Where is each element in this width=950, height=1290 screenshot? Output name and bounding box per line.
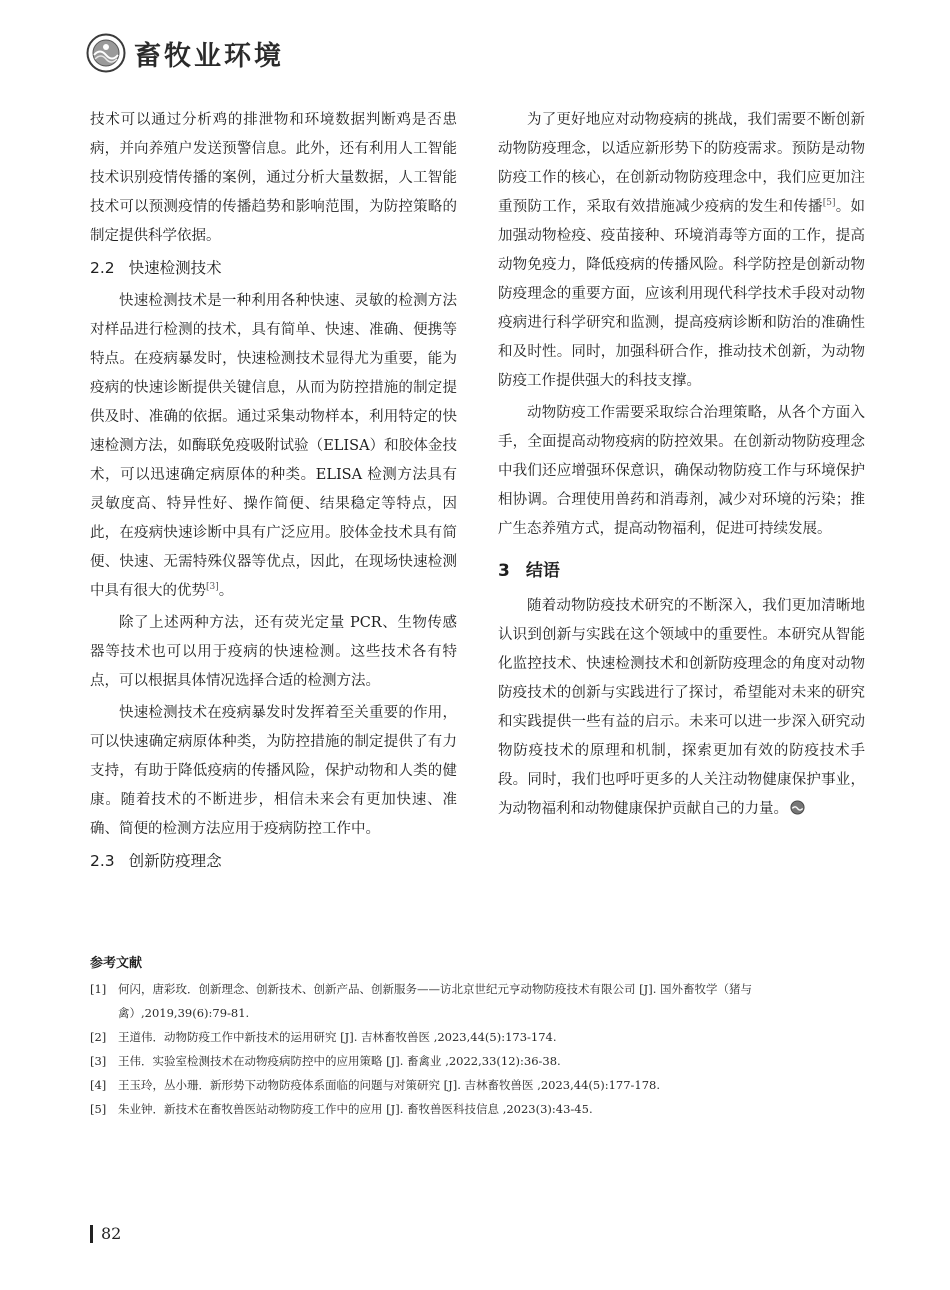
body-paragraph bbox=[498, 106, 865, 396]
section-heading-2-2 bbox=[90, 254, 457, 283]
reference-number: [1] bbox=[90, 982, 107, 996]
paragraph-text: 为了更好地应对动物疫病的挑战，我们需要不断创新动物防疫理念，以适应新形势下的防疫需求。预防是动物防疫工作的核心，在创新动物防疫理念中，我们应更加注重预防工作，采取有效措施减少疫病的发生和传播 bbox=[498, 112, 865, 215]
reference-item bbox=[90, 1097, 860, 1121]
body-paragraph bbox=[498, 592, 865, 824]
article-end-icon bbox=[790, 800, 805, 815]
paragraph-text: 。如加强动物检疫、疫苗接种、环境消毒等方面的工作，提高动物免疫力，降低疫病的传播风险。科学防控是创新动物防疫理念的重要方面，应该利用现代科学技术手段对动物疫病进行科学研究和监测，提高疫病诊断和防治的准确性和及时性。同时，加强科研合作，推动技术创新，为动物防疫工作提供强大的科技支撑。 bbox=[498, 199, 866, 389]
section-number: 3 bbox=[498, 561, 510, 581]
journal-title: 畜牧业环境 bbox=[134, 40, 284, 72]
section-heading-3 bbox=[498, 556, 865, 586]
page-number: 82 bbox=[101, 1224, 122, 1243]
footer-bar bbox=[90, 1225, 93, 1243]
paragraph-text: 。 bbox=[218, 583, 234, 599]
reference-text: 何闪，唐彩玫．创新理念、创新技术、创新产品、创新服务——访北京世纪元亨动物防疫技术有限公司 [J]. 国外畜牧学（猪与禽）,2019,39(6):79-81. bbox=[118, 982, 753, 1020]
reference-text: 王道伟．动物防疫工作中新技术的运用研究 [J]. 吉林畜牧兽医 ,2023,44(5):173-174. bbox=[118, 1030, 557, 1044]
references-title: 参考文献 bbox=[90, 956, 143, 971]
reference-item bbox=[90, 977, 860, 1025]
reference-list bbox=[90, 977, 860, 1121]
paragraph-text: 快速检测技术是一种利用各种快速、灵敏的检测方法对样品进行检测的技术，具有简单、快速、准确、便携等特点。在疫病暴发时，快速检测技术显得尤为重要，能为疫病的快速诊断提供关键信息，从而为防控措施的制定提供及时、准确的依据。通过采集动物样本，利用特定的快速检测方法，如酶联免疫吸附试验（ELISA）和胶体金技术，可以迅速确定病原体的种类。ELISA 检测方法具有灵敏度高、特异性好、操作简便、结果稳定等特点，因此，在疫病快速诊断中具有广泛应用。胶体金技术具有简便、快速、无需特殊仪器等优点，因此，在现场快速检测中具有很大的优势 bbox=[90, 293, 457, 599]
body-paragraph bbox=[90, 287, 457, 606]
section-title: 创新防疫理念 bbox=[128, 852, 222, 870]
body-paragraph: 动物防疫工作需要采取综合治理策略，从各个方面入手，全面提高动物疫病的防控效果。在创新动物防疫理念中我们还应增强环保意识，确保动物防疫工作与环境保护相协调。合理使用兽药和消毒剂，减少对环境的污染；推广生态养殖方式，提高动物福利，促进可持续发展。 bbox=[498, 405, 865, 537]
reference-number: [2] bbox=[90, 1030, 107, 1044]
citation-link[interactable]: [3] bbox=[206, 582, 219, 592]
page-footer bbox=[90, 1224, 121, 1243]
paragraph-text: 随着动物防疫技术研究的不断深入，我们更加清晰地认识到创新与实践在这个领域中的重要性。本研究从智能化监控技术、快速检测技术和创新防疫理念的角度对动物防疫技术的创新与实践进行了探讨，希望能对未来的研究和实践提供一些有益的启示。未来可以进一步深入研究动物防疫技术的原理和机制，探索更加有效的防疫技术手段。同时，我们也呼吁更多的人关注动物健康保护事业，为动物福利和动物健康保护贡献自己的力量。 bbox=[498, 598, 865, 817]
journal-header bbox=[86, 30, 284, 76]
section-number: 2.3 bbox=[90, 852, 115, 870]
reference-item bbox=[90, 1025, 860, 1049]
reference-number: [5] bbox=[90, 1102, 107, 1116]
reference-text: 王玉玲，丛小珊．新形势下动物防疫体系面临的问题与对策研究 [J]. 吉林畜牧兽医 ,2023,44(5):177-178. bbox=[118, 1078, 661, 1092]
reference-text: 王伟．实验室检测技术在动物疫病防控中的应用策略 [J]. 畜禽业 ,2022,33(12):36-38. bbox=[118, 1054, 561, 1068]
reference-item bbox=[90, 1073, 860, 1097]
body-paragraph: 快速检测技术在疫病暴发时发挥着至关重要的作用，可以快速确定病原体种类，为防控措施的制定提供了有力支持，有助于降低疫病的传播风险，保护动物和人类的健康。随着技术的不断进步，相信未来会有更加快速、准确、简便的检测方法应用于疫病防控工作中。 bbox=[90, 705, 457, 837]
reference-text: 朱业钟．新技术在畜牧兽医站动物防疫工作中的应用 [J]. 畜牧兽医科技信息 ,2023(3):43-45. bbox=[118, 1102, 593, 1116]
journal-logo-icon bbox=[86, 33, 126, 73]
section-number: 2.2 bbox=[90, 259, 115, 277]
body-paragraph: 除了上述两种方法，还有荧光定量 PCR、生物传感器等技术也可以用于疫病的快速检测。这些技术各有特点，可以根据具体情况选择合适的检测方法。 bbox=[90, 615, 457, 689]
left-column bbox=[90, 106, 457, 880]
section-title: 快速检测技术 bbox=[128, 259, 222, 277]
references-section bbox=[90, 952, 860, 1121]
body-paragraph: 技术可以通过分析鸡的排泄物和环境数据判断鸡是否患病，并向养殖户发送预警信息。此外，还有利用人工智能技术识别疫情传播的案例，通过分析大量数据，人工智能技术可以预测疫情的传播趋势和影响范围，为防控策略的制定提供科学依据。 bbox=[90, 112, 457, 244]
right-column bbox=[498, 106, 865, 827]
section-title: 结语 bbox=[525, 561, 560, 581]
citation-link[interactable]: [5] bbox=[822, 198, 836, 208]
reference-item bbox=[90, 1049, 860, 1073]
section-heading-2-3 bbox=[90, 847, 457, 876]
reference-number: [3] bbox=[90, 1054, 107, 1068]
reference-number: [4] bbox=[90, 1078, 107, 1092]
